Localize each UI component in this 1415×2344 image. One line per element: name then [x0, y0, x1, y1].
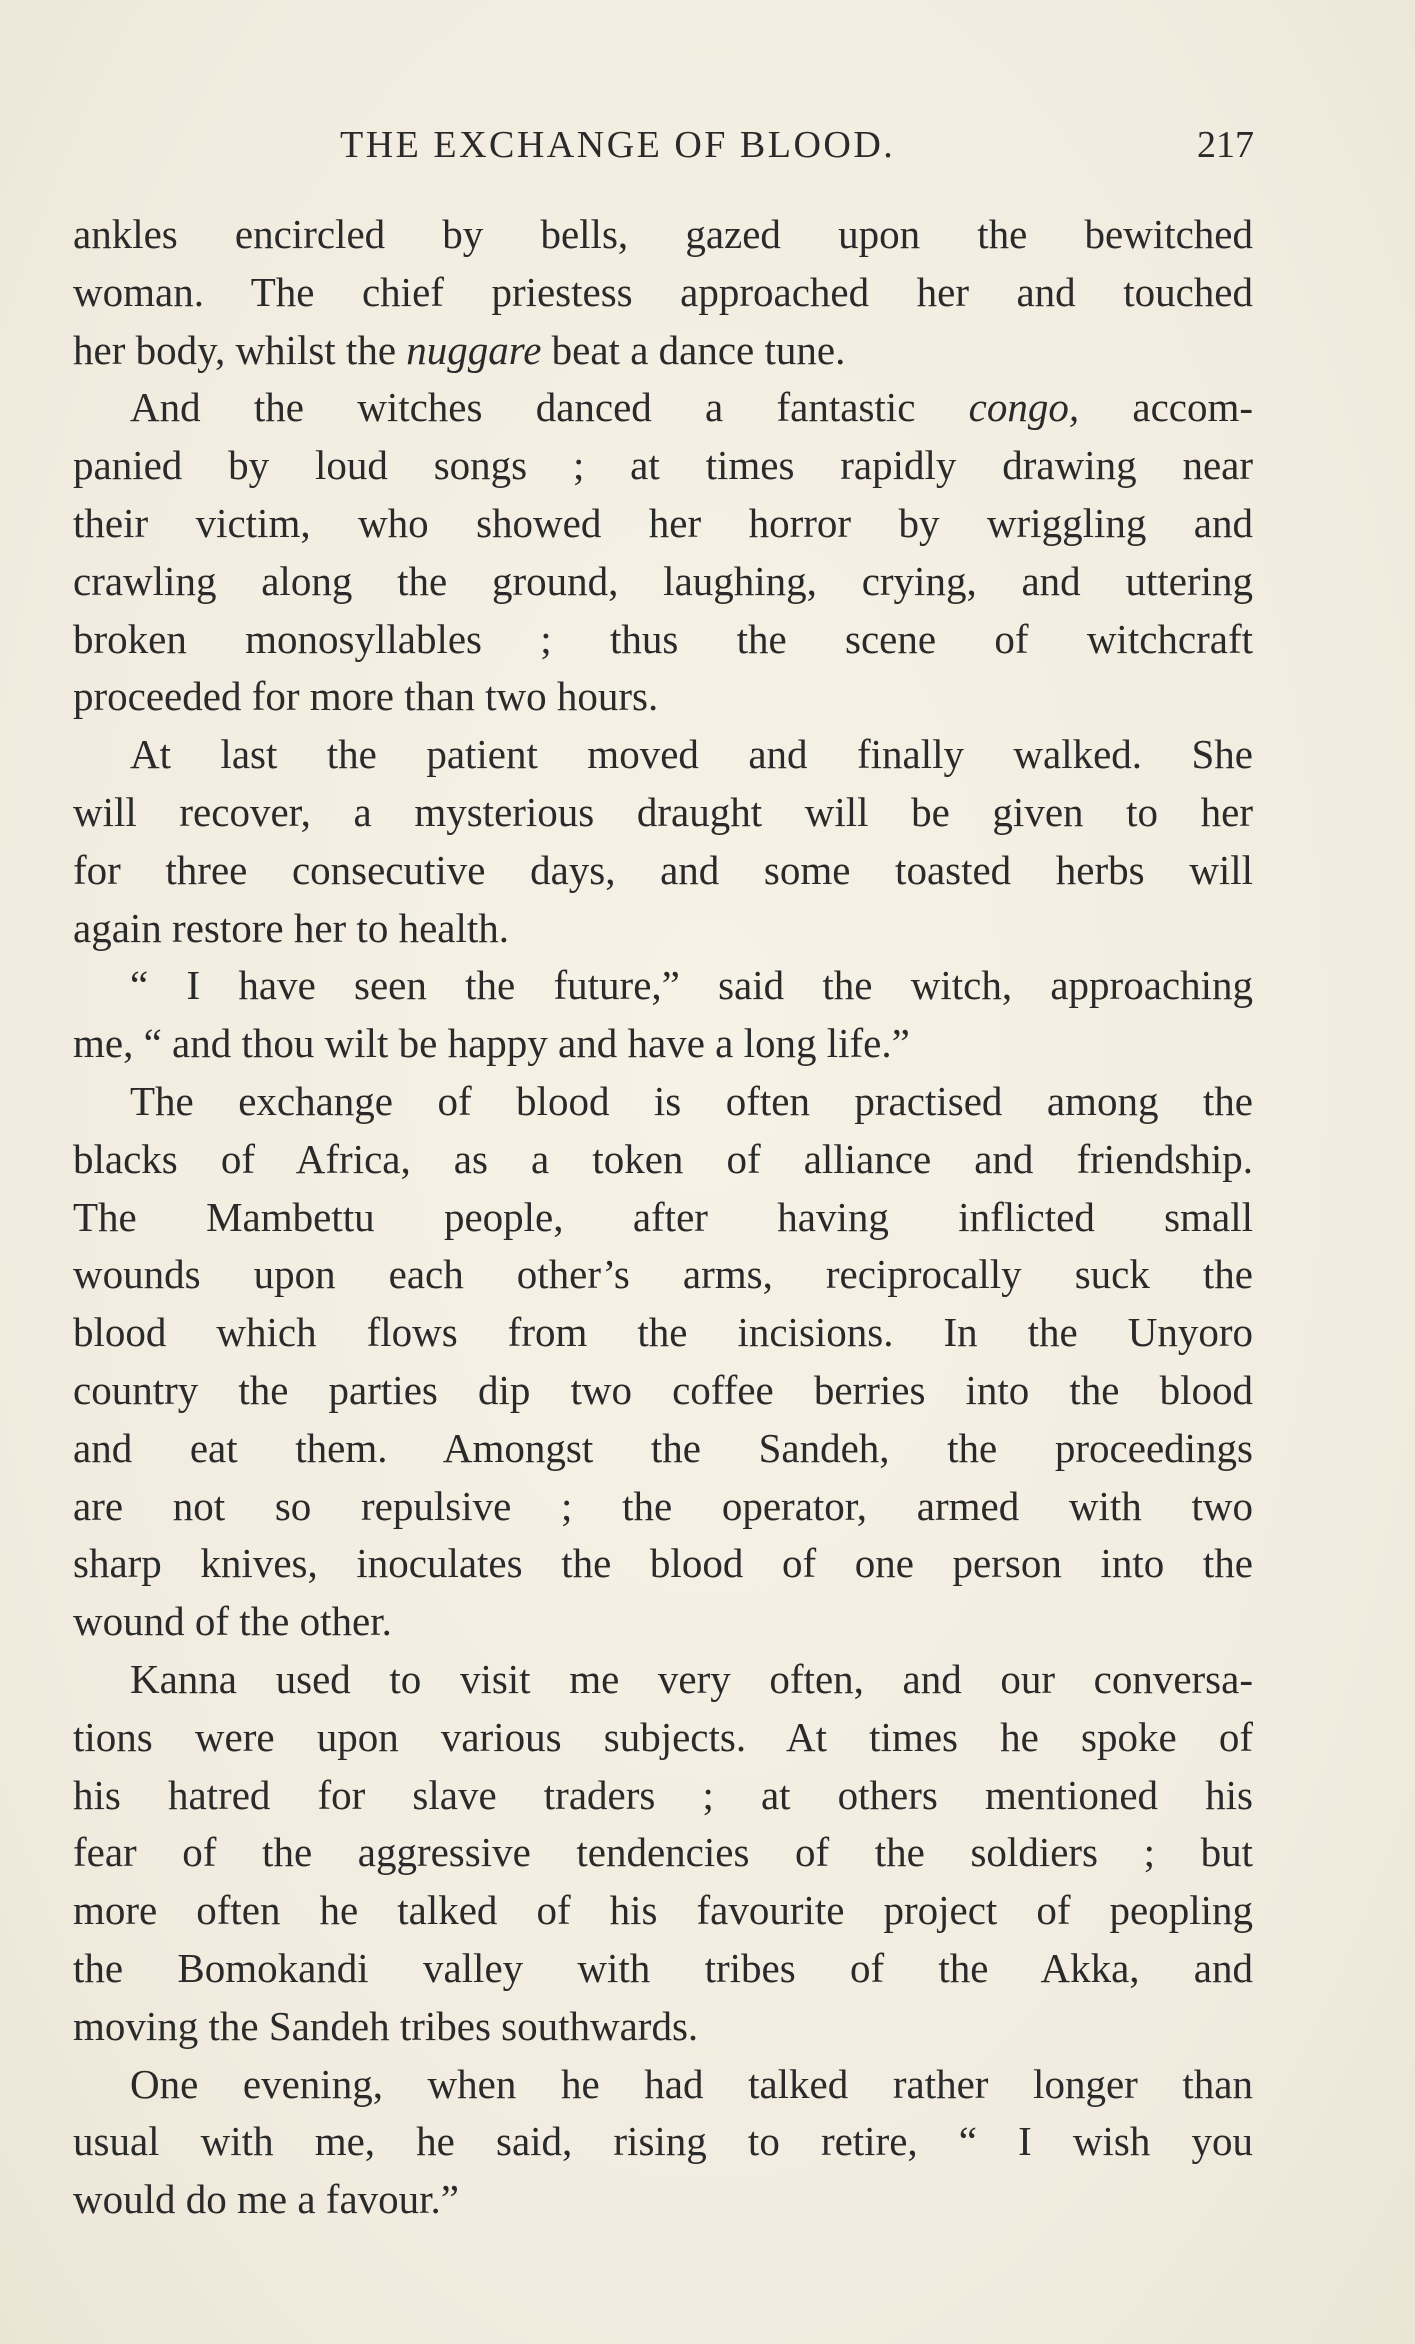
text-line — [73, 437, 1253, 495]
text-segment: Kanna used to visit me very often, and our conversa- — [130, 1655, 1253, 1702]
italic-word: nuggare — [406, 326, 542, 373]
text-line — [73, 1073, 1253, 1131]
text-segment: fear of the aggressive tendencies of the soldiers ; but — [73, 1829, 1253, 1876]
text-segment: his hatred for slave traders ; at others mentioned his — [73, 1771, 1253, 1818]
text-line — [73, 1882, 1253, 1940]
text-segment: more often he talked of his favourite project of peopling — [73, 1887, 1253, 1934]
text-segment: country the parties dip two coffee berries into the blood — [73, 1366, 1253, 1413]
text-segment: beat a dance tune. — [541, 326, 846, 373]
text-segment: sharp knives, inoculates the blood of one person into the — [73, 1540, 1253, 1587]
text-line — [73, 842, 1253, 900]
running-title: THE EXCHANGE OF BLOOD. — [340, 124, 896, 166]
text-line — [73, 784, 1253, 842]
page-number: 217 — [1197, 124, 1254, 166]
text-segment: proceeded for more than two hours. — [73, 673, 659, 720]
text-line — [73, 1535, 1253, 1593]
text-line — [73, 1940, 1253, 1998]
text-line — [73, 1420, 1253, 1478]
text-segment: blacks of Africa, as a token of alliance and friendship. — [73, 1135, 1253, 1182]
text-segment: will recover, a mysterious draught will be given to her — [73, 788, 1253, 835]
text-line — [73, 726, 1253, 784]
text-line — [73, 1998, 1253, 2056]
text-segment: “ I have seen the future,” said the witch, approaching — [130, 962, 1253, 1009]
text-line — [73, 1767, 1253, 1825]
italic-word: congo, — [968, 384, 1080, 431]
text-line — [73, 900, 1253, 958]
text-line — [73, 1651, 1253, 1709]
text-line — [73, 2056, 1253, 2114]
text-segment: One evening, when he had talked rather longer than — [130, 2060, 1253, 2107]
text-line — [73, 1709, 1253, 1767]
text-line — [73, 553, 1253, 611]
text-segment: moving the Sandeh tribes southwards. — [73, 2002, 699, 2049]
text-line — [73, 264, 1253, 322]
text-segment: usual with me, he said, rising to retire, “ I wish you — [73, 2118, 1253, 2165]
text-line — [73, 322, 1253, 380]
text-segment: woman. The chief priestess approached her and touched — [73, 268, 1253, 315]
text-segment: would do me a favour.” — [73, 2176, 459, 2223]
text-segment: accom- — [1079, 384, 1253, 431]
text-line — [73, 957, 1253, 1015]
text-segment: And the witches danced a fantastic — [130, 384, 969, 431]
text-segment: The exchange of blood is often practised among the — [130, 1077, 1253, 1124]
text-segment: me, “ and thou wilt be happy and have a long life.” — [73, 1020, 910, 1067]
text-segment: her body, whilst the — [73, 326, 407, 373]
text-line — [73, 1478, 1253, 1536]
text-line — [73, 495, 1253, 553]
text-segment: are not so repulsive ; the operator, armed with two — [73, 1482, 1253, 1529]
text-line — [73, 1304, 1253, 1362]
body-text — [73, 206, 1253, 2229]
text-line — [73, 1246, 1253, 1304]
text-line — [73, 1824, 1253, 1882]
text-segment: tions were upon various subjects. At times he spoke of — [73, 1713, 1253, 1760]
text-segment: again restore her to health. — [73, 904, 510, 951]
running-header — [70, 120, 1254, 170]
text-line — [73, 1593, 1253, 1651]
text-line — [73, 2171, 1253, 2229]
text-segment: At last the patient moved and finally walked. She — [130, 731, 1253, 778]
text-segment: blood which flows from the incisions. In the Unyoro — [73, 1309, 1253, 1356]
text-segment: and eat them. Amongst the Sandeh, the proceedings — [73, 1424, 1253, 1471]
text-segment: ankles encircled by bells, gazed upon the bewitched — [73, 211, 1253, 257]
text-line — [73, 1131, 1253, 1189]
text-segment: the Bomokandi valley with tribes of the Akka, and — [73, 1944, 1253, 1991]
text-line — [73, 206, 1253, 264]
text-line — [73, 611, 1253, 669]
text-line — [73, 379, 1253, 437]
text-line — [73, 1189, 1253, 1247]
text-segment: wound of the other. — [73, 1598, 392, 1645]
text-line — [73, 1015, 1253, 1073]
text-segment: panied by loud songs ; at times rapidly drawing near — [73, 442, 1253, 489]
text-segment: The Mambettu people, after having inflicted small — [73, 1193, 1253, 1240]
text-segment: wounds upon each other’s arms, reciprocally suck the — [73, 1251, 1253, 1298]
text-segment: broken monosyllables ; thus the scene of witchcraft — [73, 615, 1253, 662]
text-line — [73, 668, 1253, 726]
text-segment: for three consecutive days, and some toasted herbs will — [73, 846, 1253, 893]
text-line — [73, 2113, 1253, 2171]
text-segment: their victim, who showed her horror by wriggling and — [73, 499, 1253, 546]
text-line — [73, 1362, 1253, 1420]
text-segment: crawling along the ground, laughing, crying, and uttering — [73, 557, 1253, 604]
